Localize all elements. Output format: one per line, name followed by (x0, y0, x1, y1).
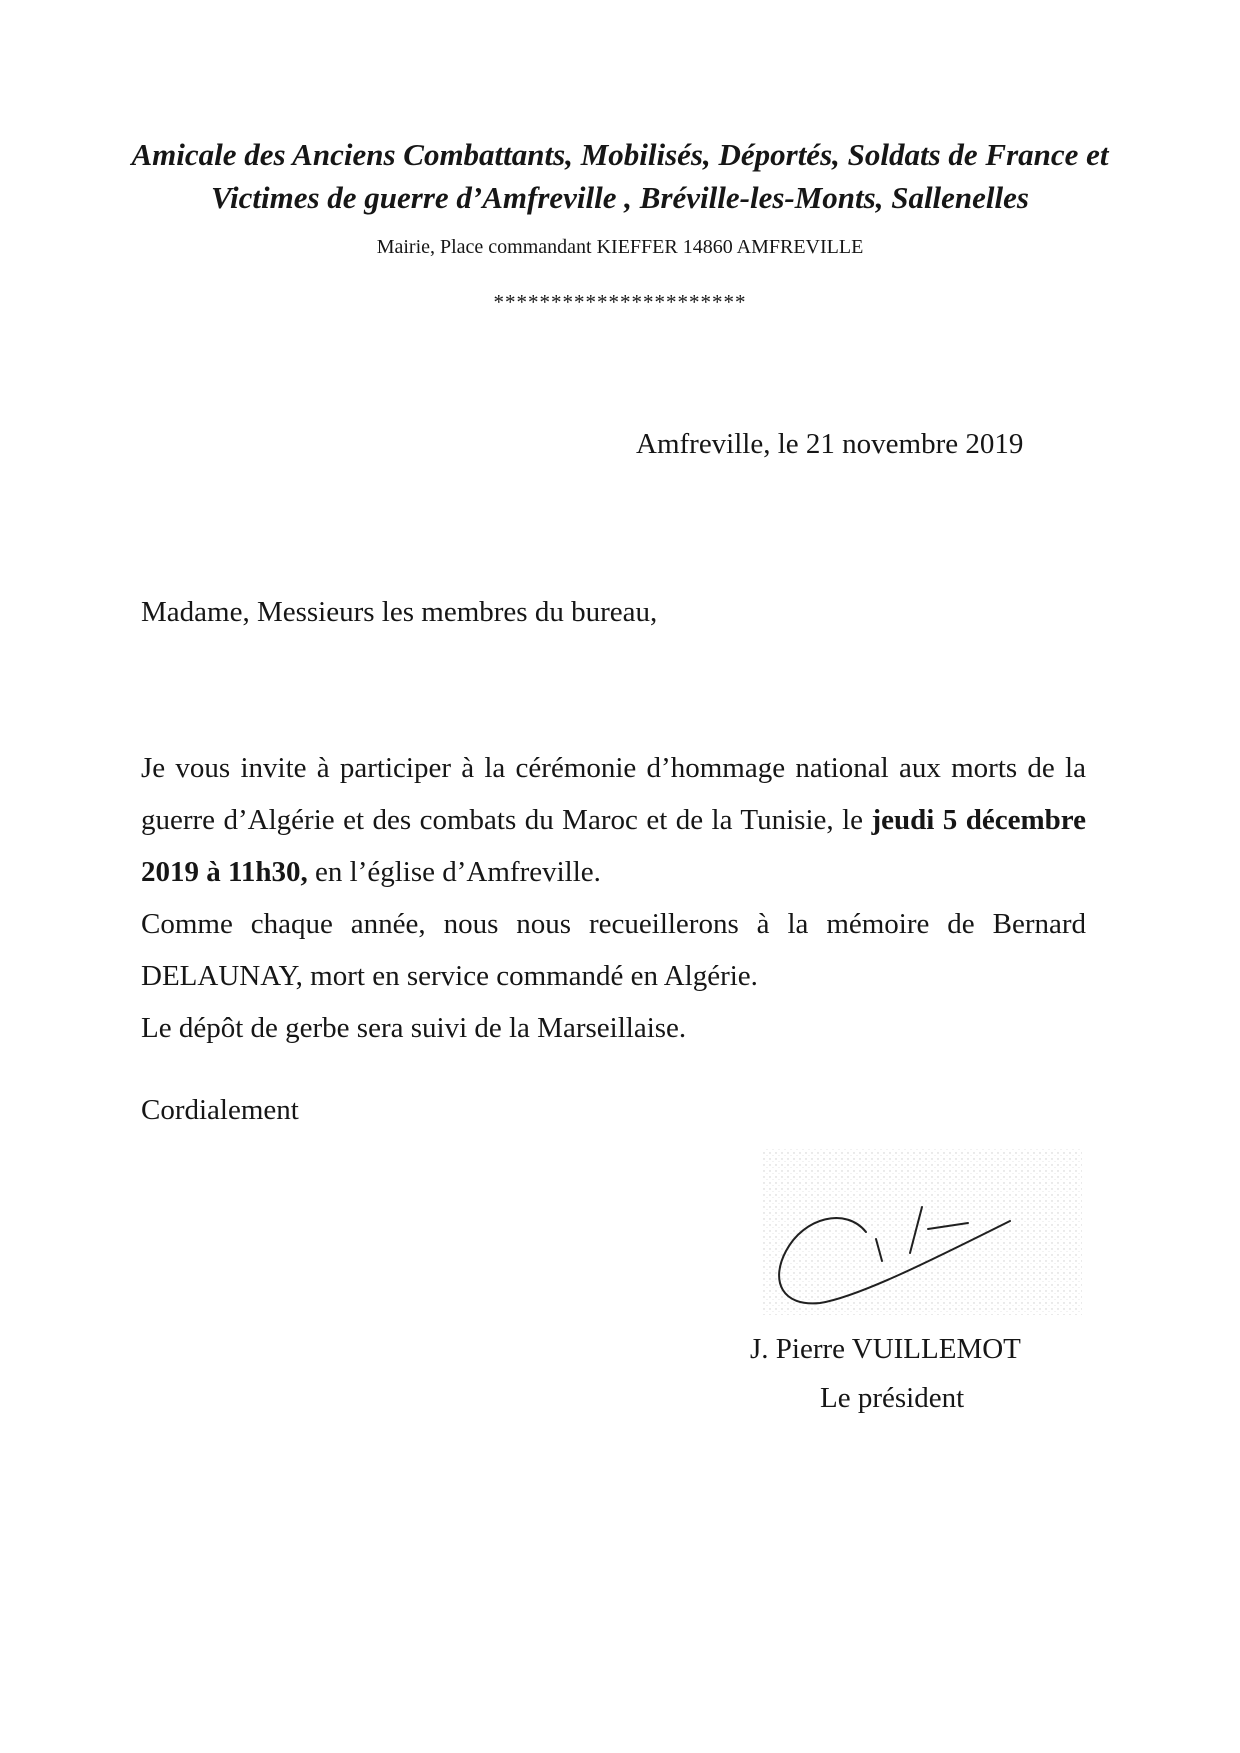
closing: Cordialement (141, 1094, 299, 1126)
signer-role: Le président (820, 1382, 965, 1414)
organization-title (90, 133, 1150, 219)
header-separator: ********************** (493, 290, 747, 314)
signer-name: J. Pierre VUILLEMOT (750, 1333, 1021, 1365)
memorial-paragraph: Comme chaque année, nous nous recueillerons à la mémoire de Bernard DELAUNAY, mort en service commandé en Algérie. (141, 908, 1086, 992)
ceremony-paragraph: Le dépôt de gerbe sera suivi de la Marseillaise. (141, 1012, 687, 1044)
place-and-date: Amfreville, le 21 novembre 2019 (636, 428, 1024, 460)
organization-title-line-2: Victimes de guerre d’Amfreville , Bréville-les-Monts, Sallenelles (211, 180, 1029, 215)
event-location: en l’église d’Amfreville. (307, 856, 601, 888)
event-date-time: jeudi 5 décembre 2019 à 11h30, (141, 804, 1086, 888)
salutation: Madame, Messieurs les membres du bureau, (141, 596, 658, 628)
organization-address: Mairie, Place commandant KIEFFER 14860 AMFREVILLE (376, 236, 864, 258)
invitation-paragraph (141, 742, 1086, 898)
invitation-text: Je vous invite à participer à la cérémonie d’hommage national aux morts de la guerre d’Algérie et des combats du Maroc et de la Tunisie, le (141, 752, 1086, 836)
organization-title-line-1: Amicale des Anciens Combattants, Mobilisés, Déportés, Soldats de France et (131, 137, 1109, 172)
letter-body (141, 742, 1086, 1054)
handwritten-signature (762, 1145, 1082, 1325)
